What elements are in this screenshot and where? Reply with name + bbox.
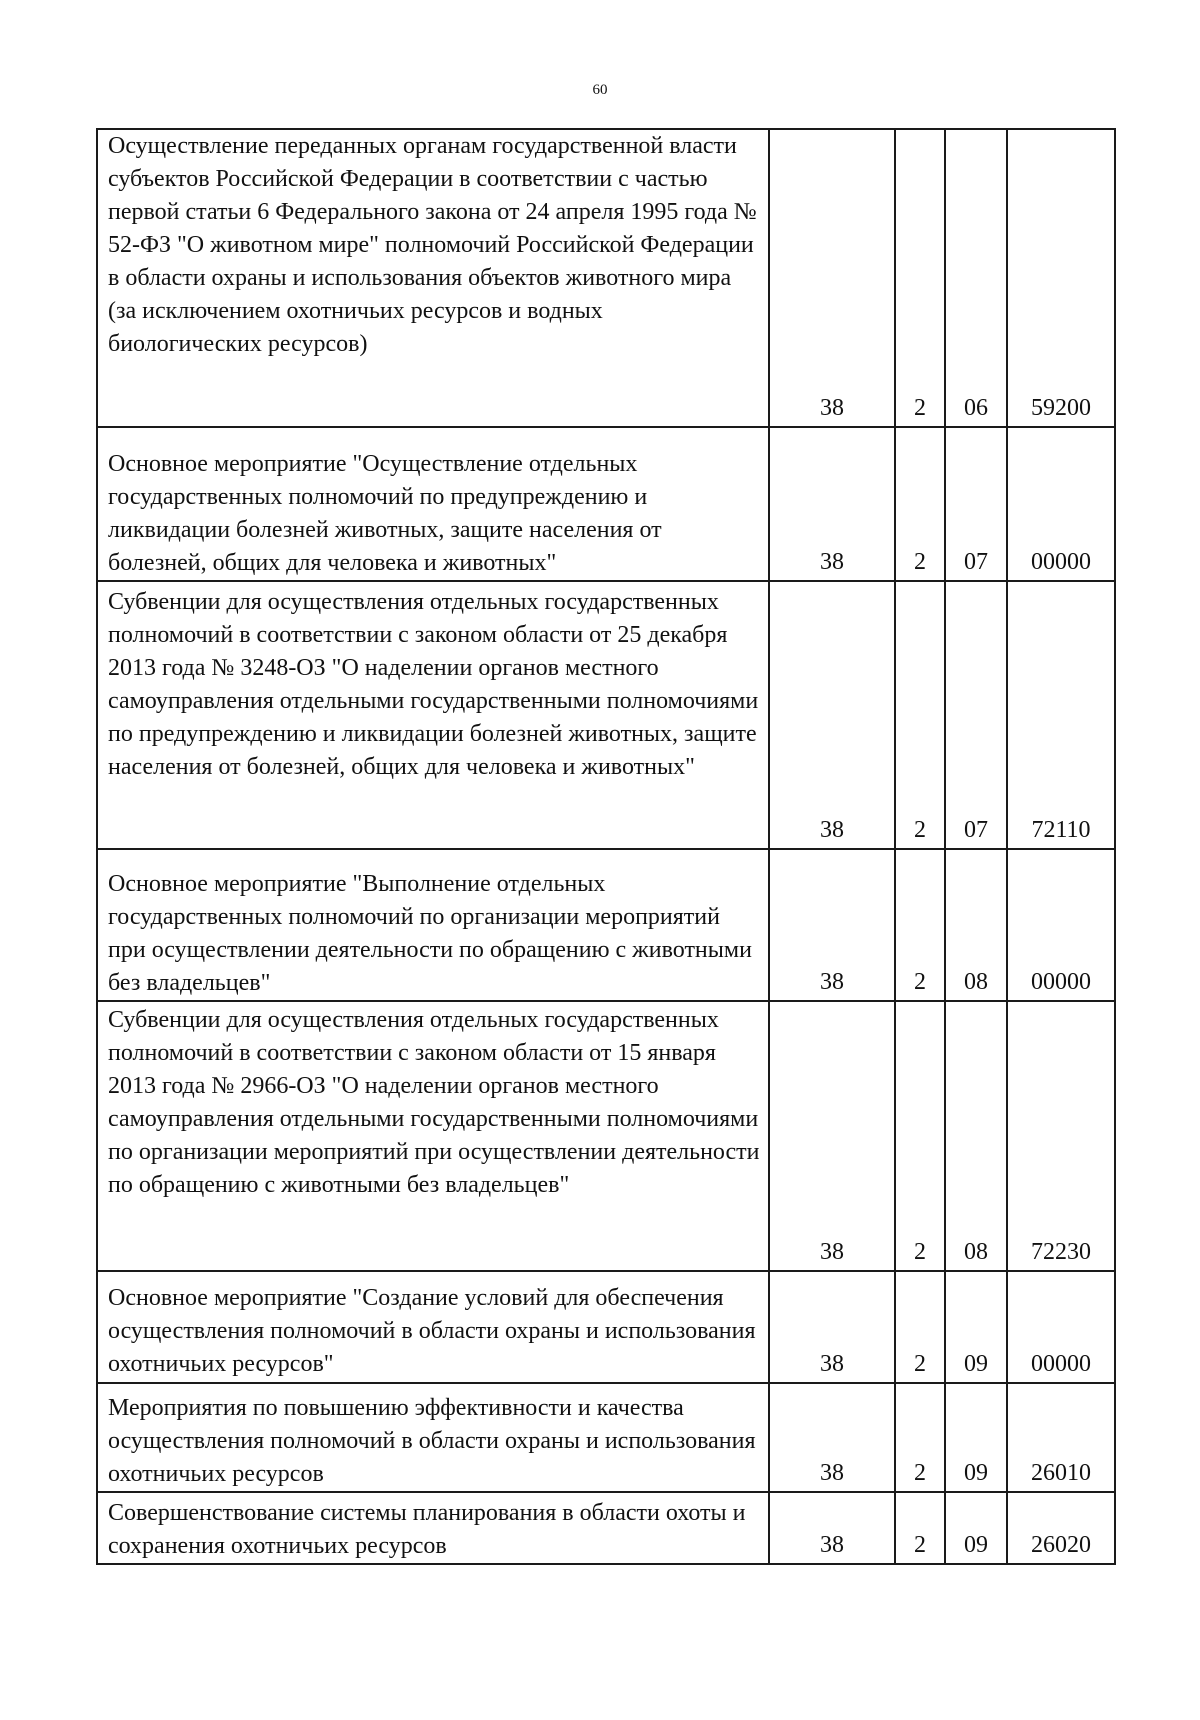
table-row [97, 129, 1115, 427]
program-code: 38 [769, 427, 895, 581]
row-description: Мероприятия по повышению эффективности и качества осуществления полномочий в области охраны и использования охотничьих ресурсов [108, 1395, 756, 1487]
main-event-code: 08 [945, 849, 1007, 1001]
program-code: 38 [769, 1383, 895, 1492]
direction-code: 72110 [1007, 581, 1115, 849]
program-code: 38 [769, 849, 895, 1001]
program-code: 38 [769, 1001, 895, 1271]
table-row [97, 849, 1115, 1001]
row-description: Основное мероприятие "Выполнение отдельных государственных полномочий по организации мероприятий при осуществлении деятельности по обращению с животными без владельцев" [108, 871, 752, 996]
row-description: Совершенствование системы планирования в области охоты и сохранения охотничьих ресурсов [108, 1500, 746, 1559]
table-row [97, 1001, 1115, 1271]
subprogram-code: 2 [895, 1383, 945, 1492]
program-code: 38 [769, 1271, 895, 1383]
program-code: 38 [769, 1492, 895, 1564]
direction-code: 72230 [1007, 1001, 1115, 1271]
table-row [97, 581, 1115, 849]
program-code: 38 [769, 581, 895, 849]
page-number: 60 [592, 82, 608, 98]
row-description-cell [97, 427, 769, 581]
direction-code: 00000 [1007, 1271, 1115, 1383]
table-row [97, 1271, 1115, 1383]
subprogram-code: 2 [895, 1001, 945, 1271]
row-description-cell [97, 1271, 769, 1383]
row-description: Субвенции для осуществления отдельных государственных полномочий в соответствии с законом области от 25 декабря 2013 года № 3248-ОЗ "О наделении органов местного самоуправления отдельными государственными полномочиями по предупреждению и ликвидации болезней животных, защите населения от болезней, общих для человека и животных" [108, 589, 759, 780]
row-description-cell [97, 849, 769, 1001]
subprogram-code: 2 [895, 849, 945, 1001]
table-row [97, 1492, 1115, 1564]
row-description-cell [97, 1383, 769, 1492]
main-event-code: 08 [945, 1001, 1007, 1271]
main-event-code: 06 [945, 129, 1007, 427]
main-event-code: 07 [945, 427, 1007, 581]
program-code: 38 [769, 129, 895, 427]
row-description: Основное мероприятие "Осуществление отдельных государственных полномочий по предупреждению и ликвидации болезней животных, защите населения от болезней, общих для человека и животных" [108, 451, 662, 576]
subprogram-code: 2 [895, 129, 945, 427]
direction-code: 00000 [1007, 427, 1115, 581]
row-description: Осуществление переданных органам государственной власти субъектов Российской Федерации в соответствии с частью первой статьи 6 Федерального закона от 24 апреля 1995 года № 52-ФЗ "О животном мире" полномочий Российской Федерации в области охраны и использования объектов животного мира (за исключением охотничьих ресурсов и водных биологических ресурсов) [108, 133, 757, 357]
row-description-cell [97, 129, 769, 427]
row-description: Основное мероприятие "Создание условий для обеспечения осуществления полномочий в области охраны и использования охотничьих ресурсов" [108, 1285, 756, 1377]
main-event-code: 09 [945, 1383, 1007, 1492]
main-event-code: 07 [945, 581, 1007, 849]
main-event-code: 09 [945, 1271, 1007, 1383]
direction-code: 00000 [1007, 849, 1115, 1001]
table-row [97, 427, 1115, 581]
row-description-cell [97, 1492, 769, 1564]
row-description-cell [97, 581, 769, 849]
subprogram-code: 2 [895, 427, 945, 581]
subprogram-code: 2 [895, 1492, 945, 1564]
direction-code: 59200 [1007, 129, 1115, 427]
subprogram-code: 2 [895, 1271, 945, 1383]
budget-classification-table [96, 128, 1116, 1565]
row-description-cell [97, 1001, 769, 1271]
direction-code: 26020 [1007, 1492, 1115, 1564]
table-row [97, 1383, 1115, 1492]
subprogram-code: 2 [895, 581, 945, 849]
main-event-code: 09 [945, 1492, 1007, 1564]
row-description: Субвенции для осуществления отдельных государственных полномочий в соответствии с законом области от 15 января 2013 года № 2966-ОЗ "О наделении органов местного самоуправления отдельными государственными полномочиями по организации мероприятий при осуществлении деятельности по обращению с животными без владельцев" [108, 1007, 760, 1198]
direction-code: 26010 [1007, 1383, 1115, 1492]
